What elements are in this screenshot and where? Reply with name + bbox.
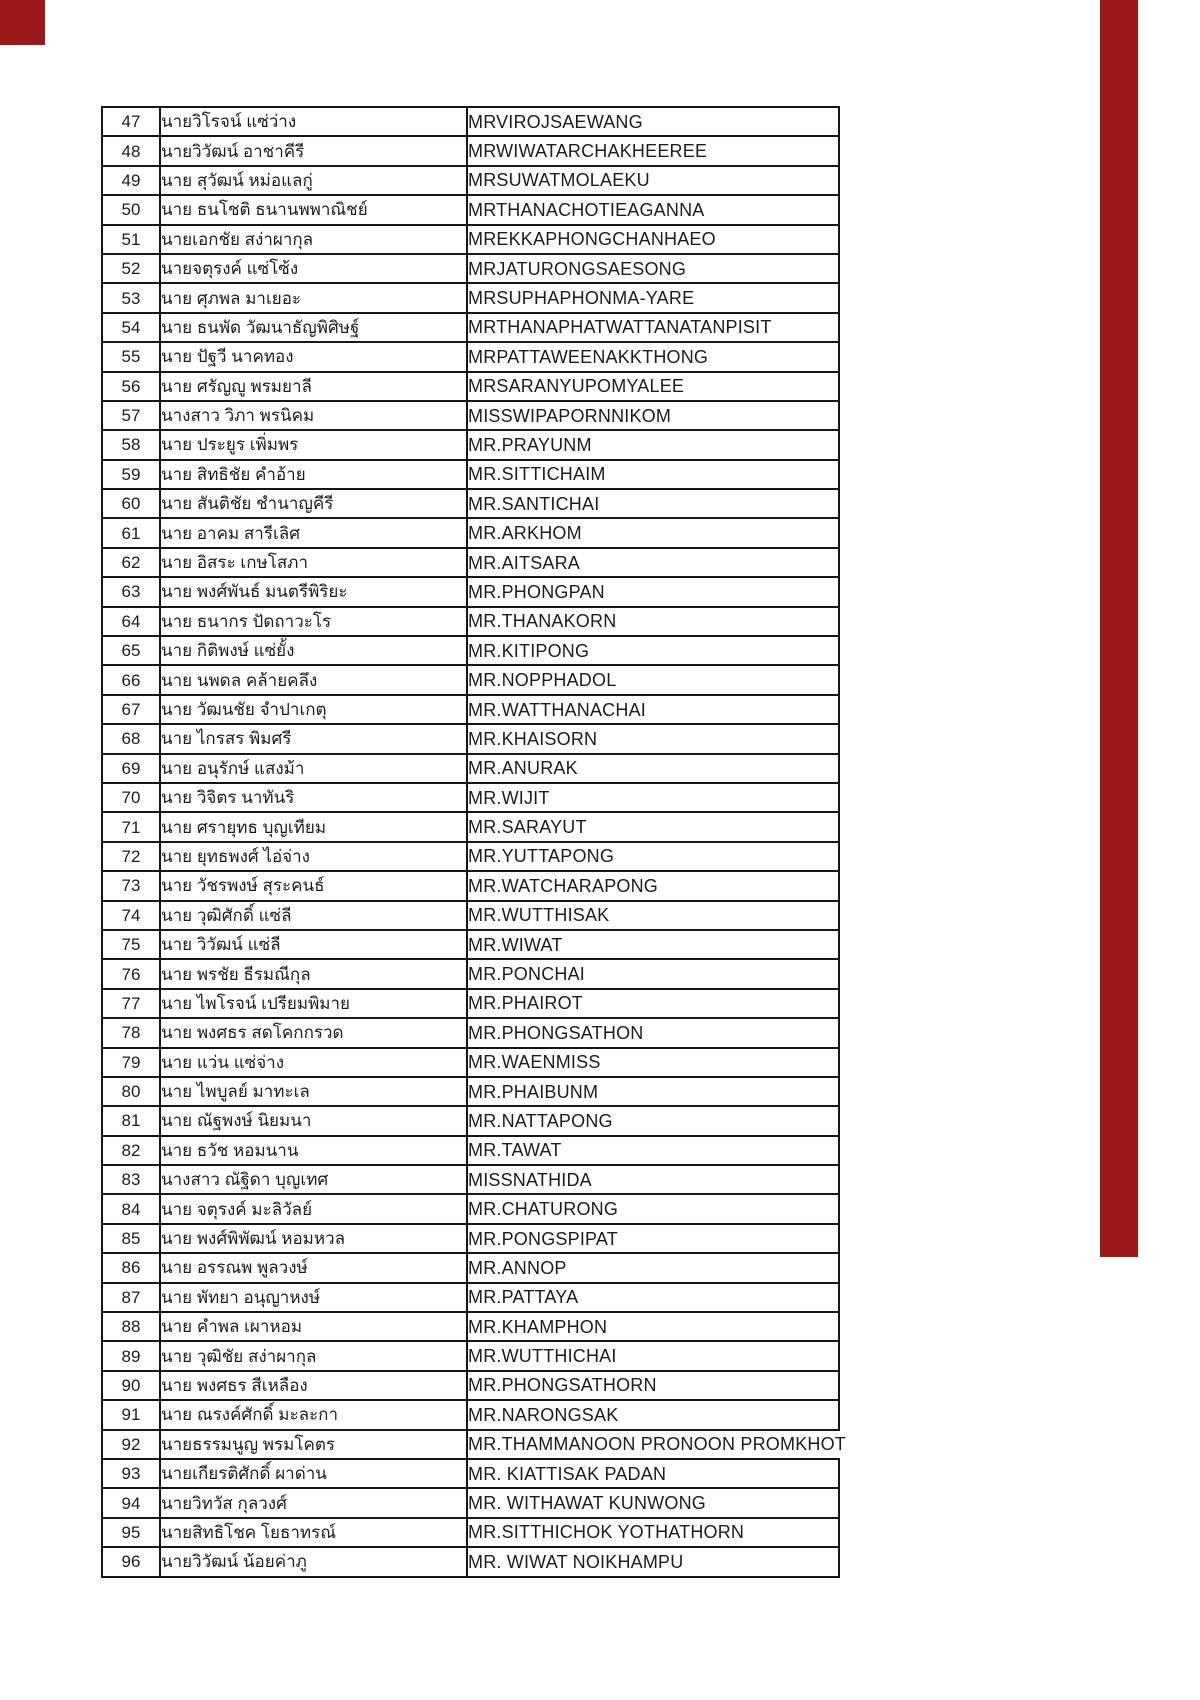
english-name-cell: MR.YUTTAPONG (467, 842, 839, 871)
thai-name-cell: นาย พงศ์พันธ์ มนตรีพิริยะ (160, 577, 467, 606)
row-number-cell: 73 (102, 871, 160, 900)
row-number-cell: 66 (102, 665, 160, 694)
red-marker-square (0, 0, 45, 45)
thai-name-cell: นายเอกชัย สง่าผากุล (160, 225, 467, 254)
english-name-cell: MISSNATHIDA (467, 1165, 839, 1194)
table-row (102, 166, 839, 195)
english-name-cell: MR.WIWAT (467, 930, 839, 959)
row-number-cell: 74 (102, 901, 160, 930)
english-name-cell: MRSARANYUPOMYALEE (467, 372, 839, 401)
row-number-cell: 87 (102, 1283, 160, 1312)
english-name-cell: MR.PHONGSATHORN (467, 1371, 839, 1400)
table-row (102, 1341, 839, 1370)
row-number-cell: 52 (102, 254, 160, 283)
row-number-cell: 50 (102, 195, 160, 224)
table-row (102, 1048, 839, 1077)
row-number-cell: 53 (102, 283, 160, 312)
row-number-cell: 79 (102, 1048, 160, 1077)
thai-name-cell: นาย อนุรักษ์ แสงม้า (160, 754, 467, 783)
thai-name-cell: นาย พงศ์พิพัฒน์ หอมหวล (160, 1224, 467, 1253)
english-name-cell: MR.ANNOP (467, 1253, 839, 1282)
row-number-cell: 69 (102, 754, 160, 783)
english-name-cell: MRWIWATARCHAKHEEREE (467, 136, 839, 165)
row-number-cell: 78 (102, 1018, 160, 1047)
row-number-cell: 65 (102, 636, 160, 665)
thai-name-cell: นาย ธนโชติ ธนานพพาณิชย์ (160, 195, 467, 224)
table-row (102, 724, 839, 753)
row-number-cell: 72 (102, 842, 160, 871)
thai-name-cell: นาย สันติชัย ชำนาญคีรี (160, 489, 467, 518)
row-number-cell: 89 (102, 1341, 160, 1370)
table-row (102, 959, 839, 988)
row-number-cell: 67 (102, 695, 160, 724)
english-name-cell: MR. WIWAT NOIKHAMPU (467, 1547, 839, 1576)
table-row (102, 460, 839, 489)
row-number-cell: 71 (102, 812, 160, 841)
thai-name-cell: นายสิทธิโชค โยธาทรณ์ (160, 1518, 467, 1547)
thai-name-cell: นายธรรมนูญ พรมโคตร (160, 1430, 467, 1459)
thai-name-cell: นาย ธนากร ปัดถาวะโร (160, 607, 467, 636)
table-row (102, 372, 839, 401)
table-row (102, 1106, 839, 1135)
row-number-cell: 54 (102, 313, 160, 342)
table-row (102, 254, 839, 283)
row-number-cell: 60 (102, 489, 160, 518)
english-name-cell: MR.WUTTHICHAI (467, 1341, 839, 1370)
english-name-cell: MRSUPHAPHONMA-YARE (467, 283, 839, 312)
english-name-cell: MR.PHAIROT (467, 989, 839, 1018)
table-row (102, 548, 839, 577)
row-number-cell: 64 (102, 607, 160, 636)
thai-name-cell: นาย คำพล เผาหอม (160, 1312, 467, 1341)
table-row (102, 1430, 839, 1459)
table-row (102, 901, 839, 930)
table-row (102, 577, 839, 606)
row-number-cell: 62 (102, 548, 160, 577)
english-name-cell: MRTHANAPHATWATTANATANPISIT (467, 313, 839, 342)
row-number-cell: 68 (102, 724, 160, 753)
thai-name-cell: นาย ธวัช หอมนาน (160, 1136, 467, 1165)
thai-name-cell: นาย ธนพัด วัฒนาธัญพิศิษฐ์ (160, 313, 467, 342)
thai-name-cell: นาย กิติพงษ์ แซ่ยั้ง (160, 636, 467, 665)
table-row (102, 1018, 839, 1047)
english-name-cell: MR.TAWAT (467, 1136, 839, 1165)
english-name-cell: MR.PHAIBUNM (467, 1077, 839, 1106)
thai-name-cell: นาย พงศธร สดโคกกรวด (160, 1018, 467, 1047)
english-name-cell: MR.WATCHARAPONG (467, 871, 839, 900)
table-row (102, 1518, 839, 1547)
english-name-cell: MR.WUTTHISAK (467, 901, 839, 930)
thai-name-cell: นาย ณัฐพงษ์ นิยมนา (160, 1106, 467, 1135)
table-row (102, 1165, 839, 1194)
thai-name-cell: นาย ปัฐวี นาคทอง (160, 342, 467, 371)
table-row (102, 930, 839, 959)
english-name-cell: MR.SANTICHAI (467, 489, 839, 518)
english-name-cell: MR.SARAYUT (467, 812, 839, 841)
english-name-cell: MREKKAPHONGCHANHAEO (467, 225, 839, 254)
thai-name-cell: นายวิทวัส กุลวงศ์ (160, 1488, 467, 1517)
row-number-cell: 55 (102, 342, 160, 371)
english-name-cell: MR.PONCHAI (467, 959, 839, 988)
thai-name-cell: นาย วิวัฒน์ แซ่ลี (160, 930, 467, 959)
english-name-cell: MISSWIPAPORNNIKOM (467, 401, 839, 430)
english-name-cell: MR.KITIPONG (467, 636, 839, 665)
table-row (102, 812, 839, 841)
thai-name-cell: นาย อิสระ เกษโสภา (160, 548, 467, 577)
row-number-cell: 63 (102, 577, 160, 606)
row-number-cell: 47 (102, 107, 160, 136)
english-name-cell: MR.NATTAPONG (467, 1106, 839, 1135)
table-row (102, 1224, 839, 1253)
row-number-cell: 57 (102, 401, 160, 430)
english-name-cell: MR.ARKHOM (467, 518, 839, 547)
name-list-table (101, 106, 846, 1578)
row-number-cell: 49 (102, 166, 160, 195)
english-name-cell: MR.SITTICHAIM (467, 460, 839, 489)
table-row (102, 665, 839, 694)
table-row (102, 430, 839, 459)
table-row (102, 1459, 839, 1488)
thai-name-cell: นาย พงศธร สีเหลือง (160, 1371, 467, 1400)
name-list-table-body (102, 107, 846, 1577)
row-number-cell: 59 (102, 460, 160, 489)
row-number-cell: 95 (102, 1518, 160, 1547)
table-row (102, 1488, 839, 1517)
thai-name-cell: นายวิวัฒน์ น้อยค่าภู (160, 1547, 467, 1576)
thai-name-cell: นายจตุรงค์ แซ่โซ้ง (160, 254, 467, 283)
thai-name-cell: นายวิโรจน์ แซ่ว่าง (160, 107, 467, 136)
table-row (102, 1077, 839, 1106)
thai-name-cell: นาย ไพบูลย์ มาทะเล (160, 1077, 467, 1106)
row-number-cell: 85 (102, 1224, 160, 1253)
table-row (102, 1283, 839, 1312)
row-number-cell: 92 (102, 1430, 160, 1459)
row-number-cell: 84 (102, 1194, 160, 1223)
english-name-cell: MR.NARONGSAK (467, 1400, 839, 1429)
thai-name-cell: นายวิวัฒน์ อาชาคีรี (160, 136, 467, 165)
thai-name-cell: นาย วุฒิศักดิ์ แซ่ลี (160, 901, 467, 930)
table-row (102, 1400, 839, 1429)
english-name-cell: MR.PRAYUNM (467, 430, 839, 459)
row-number-cell: 76 (102, 959, 160, 988)
table-row (102, 1253, 839, 1282)
thai-name-cell: นาย วิจิตร นาทันริ (160, 783, 467, 812)
thai-name-cell: นาย นพดล คล้ายคลึง (160, 665, 467, 694)
row-number-cell: 70 (102, 783, 160, 812)
row-number-cell: 61 (102, 518, 160, 547)
table-row (102, 636, 839, 665)
english-name-cell: MR.PONGSPIPAT (467, 1224, 839, 1253)
english-name-cell: MRTHANACHOTIEAGANNA (467, 195, 839, 224)
table-row (102, 842, 839, 871)
row-number-cell: 58 (102, 430, 160, 459)
english-name-cell: MR.NOPPHADOL (467, 665, 839, 694)
thai-name-cell: นาย สิทธิชัย คำอ้าย (160, 460, 467, 489)
thai-name-cell: นาย อาคม สารีเลิศ (160, 518, 467, 547)
english-name-cell: MRJATURONGSAESONG (467, 254, 839, 283)
english-name-cell: MR.PHONGPAN (467, 577, 839, 606)
row-number-cell: 91 (102, 1400, 160, 1429)
row-number-cell: 90 (102, 1371, 160, 1400)
table-row (102, 313, 839, 342)
table-row (102, 1312, 839, 1341)
thai-name-cell: นาย ไกรสร พิมศรี (160, 724, 467, 753)
thai-name-cell: นาย แว่น แซ่จ่าง (160, 1048, 467, 1077)
table-row (102, 695, 839, 724)
row-number-cell: 88 (102, 1312, 160, 1341)
english-name-cell: MR.PATTAYA (467, 1283, 839, 1312)
row-number-cell: 96 (102, 1547, 160, 1576)
row-number-cell: 80 (102, 1077, 160, 1106)
thai-name-cell: นาย จตุรงค์ มะลิวัลย์ (160, 1194, 467, 1223)
thai-name-cell: นาย วัชรพงษ์ สุระคนธ์ (160, 871, 467, 900)
english-name-cell: MRSUWATMOLAEKU (467, 166, 839, 195)
row-number-cell: 48 (102, 136, 160, 165)
thai-name-cell: นาย ศุภพล มาเยอะ (160, 283, 467, 312)
english-name-cell: MR. KIATTISAK PADAN (467, 1459, 839, 1488)
table-row (102, 195, 839, 224)
table-row (102, 754, 839, 783)
row-number-cell: 51 (102, 225, 160, 254)
english-name-cell: MR.KHAMPHON (467, 1312, 839, 1341)
table-row (102, 783, 839, 812)
thai-name-cell: นายเกียรติศักดิ์ ผาด่าน (160, 1459, 467, 1488)
thai-name-cell: นาย พรชัย ธีรมณีกุล (160, 959, 467, 988)
table-row (102, 607, 839, 636)
table-row (102, 401, 839, 430)
table-row (102, 518, 839, 547)
red-marker-bar (1100, 0, 1138, 1257)
row-number-cell: 75 (102, 930, 160, 959)
thai-name-cell: นางสาว ณัฐิดา บุญเทศ (160, 1165, 467, 1194)
thai-name-cell: นาย วัฒนชัย จำปาเกตุ (160, 695, 467, 724)
table-row (102, 225, 839, 254)
english-name-cell: MR.KHAISORN (467, 724, 839, 753)
english-name-cell: MR.ANURAK (467, 754, 839, 783)
english-name-cell: MR.WATTHANACHAI (467, 695, 839, 724)
thai-name-cell: นาย ประยูร เพิ่มพร (160, 430, 467, 459)
row-number-cell: 93 (102, 1459, 160, 1488)
english-name-cell: MR.AITSARA (467, 548, 839, 577)
thai-name-cell: นาย ศรายุทธ บุญเทียม (160, 812, 467, 841)
thai-name-cell: นาย อรรณพ พูลวงษ์ (160, 1253, 467, 1282)
table-row (102, 989, 839, 1018)
english-name-cell: MR.SITTHICHOK YOTHATHORN (467, 1518, 839, 1547)
table-row (102, 1136, 839, 1165)
english-name-cell: MR.THANAKORN (467, 607, 839, 636)
row-number-cell: 81 (102, 1106, 160, 1135)
english-name-cell: MR. WITHAWAT KUNWONG (467, 1488, 839, 1517)
english-name-cell: MRPATTAWEENAKKTHONG (467, 342, 839, 371)
table-row (102, 342, 839, 371)
english-name-cell: MR.WAENMISS (467, 1048, 839, 1077)
row-number-cell: 94 (102, 1488, 160, 1517)
english-name-cell: MR.CHATURONG (467, 1194, 839, 1223)
table-row (102, 871, 839, 900)
table-row (102, 489, 839, 518)
row-number-cell: 56 (102, 372, 160, 401)
row-number-cell: 83 (102, 1165, 160, 1194)
english-name-cell: MR.WIJIT (467, 783, 839, 812)
thai-name-cell: นางสาว วิภา พรนิคม (160, 401, 467, 430)
thai-name-cell: นาย ณรงค์ศักดิ์ มะละกา (160, 1400, 467, 1429)
thai-name-cell: นาย พัทยา อนุญาหงษ์ (160, 1283, 467, 1312)
row-number-cell: 86 (102, 1253, 160, 1282)
thai-name-cell: นาย ไพโรจน์ เปรียมพิมาย (160, 989, 467, 1018)
table-row (102, 1371, 839, 1400)
thai-name-cell: นาย วุฒิชัย สง่าผากุล (160, 1341, 467, 1370)
table-row (102, 136, 839, 165)
table-row (102, 283, 839, 312)
thai-name-cell: นาย ศรัญญู พรมยาลี (160, 372, 467, 401)
thai-name-cell: นาย ยุทธพงศ์ ไอ่จ่าง (160, 842, 467, 871)
thai-name-cell: นาย สุวัฒน์ หม่อแลกู่ (160, 166, 467, 195)
table-row (102, 1547, 839, 1576)
english-name-cell: MRVIROJSAEWANG (467, 107, 839, 136)
table-row (102, 107, 839, 136)
row-number-cell: 82 (102, 1136, 160, 1165)
table-row (102, 1194, 839, 1223)
english-name-cell: MR.THAMMANOON PRONOON PROMKHOT (467, 1430, 839, 1459)
english-name-cell: MR.PHONGSATHON (467, 1018, 839, 1047)
row-number-cell: 77 (102, 989, 160, 1018)
